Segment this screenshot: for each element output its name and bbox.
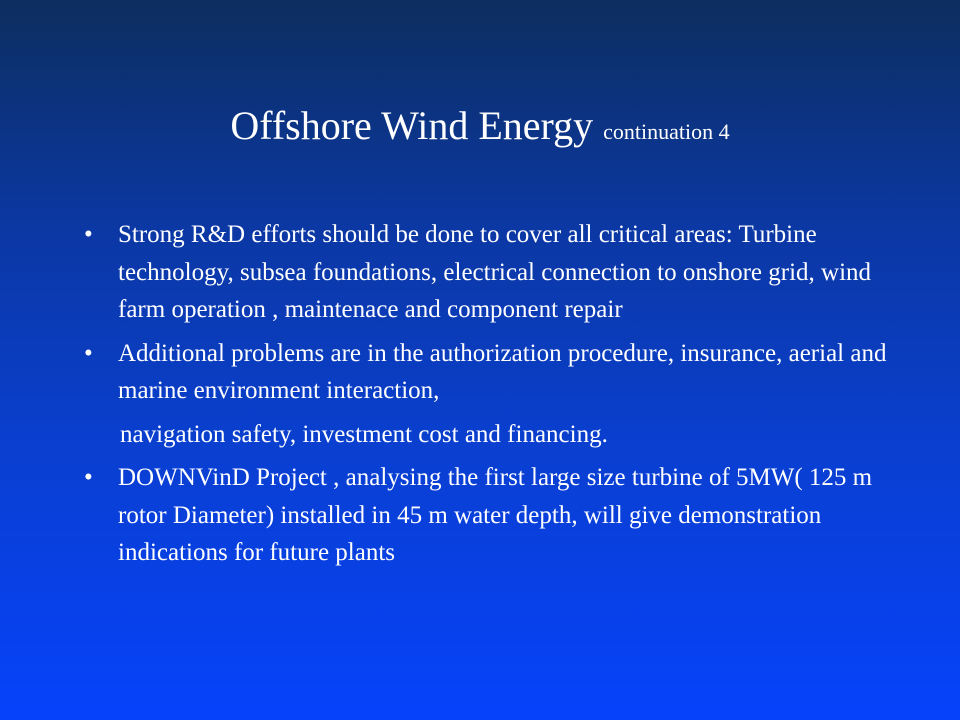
bullet-text: Strong R&D efforts should be done to cover all critical areas: Turbine technology, subsea foundations, electrical connection to onshore grid, wind farm operation , maintenace and component repair: [118, 221, 872, 323]
bullet-icon: •: [84, 464, 93, 491]
bullet-item-downvind-project: [84, 459, 914, 572]
title-subtitle: continuation 4: [603, 119, 730, 144]
bullet-item-additional-problems: [84, 335, 914, 410]
bullet-icon: •: [84, 339, 93, 367]
title-text: Offshore Wind Energy: [230, 103, 594, 148]
bullet-icon: •: [84, 221, 93, 248]
bullet-item-rd-efforts: [84, 216, 914, 329]
bullet-text: Additional problems are in the authorization procedure, insurance, aerial and marine environment interaction,: [118, 339, 887, 404]
bullet-text: DOWNVinD Project , analysing the first large size turbine of 5MW( 125 m rotor Diameter) installed in 45 m water depth, will give demonstration indications for future plants: [118, 464, 873, 566]
bullet-list: [84, 216, 914, 578]
bullet-continuation-line: navigation safety, investment cost and financing.: [120, 420, 608, 448]
slide-title: [0, 98, 960, 160]
